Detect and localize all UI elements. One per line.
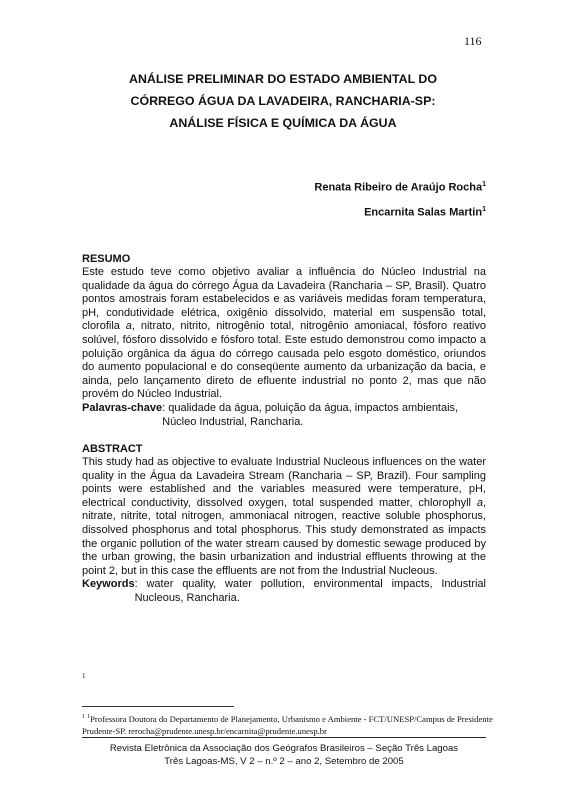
author-2	[186, 199, 486, 224]
resumo-keywords	[82, 402, 486, 429]
author-name: Encarnita Salas Martin	[364, 206, 483, 219]
resumo-section	[82, 253, 486, 429]
footer-line-2: Três Lagoas-MS, V 2 – n.º 2 – ano 2, Setembro de 2005	[164, 756, 404, 767]
footnote-divider	[82, 706, 234, 707]
footnote-marker: 1	[82, 672, 86, 680]
footnote-text: Professora Doutora do Departamento de Planejamento, Urbanismo e Ambiente - FCT/UNESP/Campus de Presidente Prudente-SP. rerocha@prudente.unesp.br/encarnita@prudente.unesp.br	[82, 713, 493, 736]
journal-footer	[82, 742, 486, 768]
title-line-2: CÓRREGO ÁGUA DA LAVADEIRA, RANCHARIA-SP:	[130, 94, 436, 108]
abstract-section	[82, 443, 486, 606]
keywords-text: : qualidade da água, poluição da água, impactos ambientais, Núcleo Industrial, Rancharia.	[162, 401, 459, 428]
paper-title	[60, 68, 506, 134]
title-line-1: ANÁLISE PRELIMINAR DO ESTADO AMBIENTAL DO	[129, 72, 437, 86]
author-affiliation-mark: 1	[482, 205, 486, 213]
author-list	[186, 174, 486, 223]
footer-line-1: Revista Eletrônica da Associação dos Geógrafos Brasileiros – Seção Três Lagoas	[109, 743, 459, 754]
title-line-3: ANÁLISE FÍSICA E QUÍMICA DA ÁGUA	[169, 116, 397, 130]
abstract-heading: ABSTRACT	[82, 443, 143, 455]
abstract-keywords	[82, 578, 486, 605]
keywords-text: : water quality, water pollution, environmental impacts, Industrial Nucleous, Rancharia.	[134, 578, 486, 604]
author-affiliation-mark: 1	[482, 181, 486, 188]
resumo-heading: RESUMO	[82, 253, 131, 265]
footnote: $^1$ $^1$Professora Doutora do Departamento de Planejamento, Urbanismo e Ambiente - FCT/UNESP/Campus de Presidente Prudente-SP. rerocha@prudente.unesp.br/encarnita@prudente.unesp.br	[82, 713, 493, 736]
resumo-text: Este estudo teve como objetivo avaliar a influência do Núcleo Industrial na qualidade da água do córrego Água da Lavadeira (Rancharia – SP, Brasil). Quatro pontos amostrais foram estabelecidos e as variáveis medidas foram temperatura, pH, condutividade elétrica, oxigênio dissolvido, material em suspensão total, clorofila a, nitrato, nitrito, nitrogênio total, nitrogênio amoniacal, fósforo reativo solúvel, fósforo dissolvido e fósforo total. Este estudo demonstrou como impacto a poluição orgânica da água do córrego causada pelo esgoto doméstico, oriundos do aumento populacional e do conseqüente aumento da urbanização da bacia, e ainda, pelo lançamento direto de efluente industrial no ponto 2, mas que não provém do Núcleo Industrial.	[82, 266, 486, 401]
keywords-label: Keywords	[82, 578, 135, 591]
author-name: Renata Ribeiro de Araújo Rocha	[314, 181, 483, 194]
keywords-label: Palavras-chave	[82, 401, 163, 414]
author-1	[186, 174, 486, 199]
footer-divider	[82, 737, 486, 738]
abstract-text: This study had as objective to evaluate Industrial Nucleous influences on the water quality in the Água da Lavadeira Stream (Rancharia – SP, Brazil). Four sampling points were established and the variables measured were temperature, pH, electrical conductivity, dissolved oxygen, total suspended matter, chlorophyll a, nitrate, nitrite, total nitrogen, ammoniacal nitrogen, reactive soluble phosphorus, dissolved phosphorus and total phosphorus. This study demonstrated as impacts the organic pollution of the water stream caused by domestic sewage produced by the urban growing, the basin urbanization and industrial effluents throwing at the point 2, but in this case the effluents are not from the Industrial Nucleous.	[82, 456, 486, 577]
page-number: 116	[464, 34, 482, 48]
